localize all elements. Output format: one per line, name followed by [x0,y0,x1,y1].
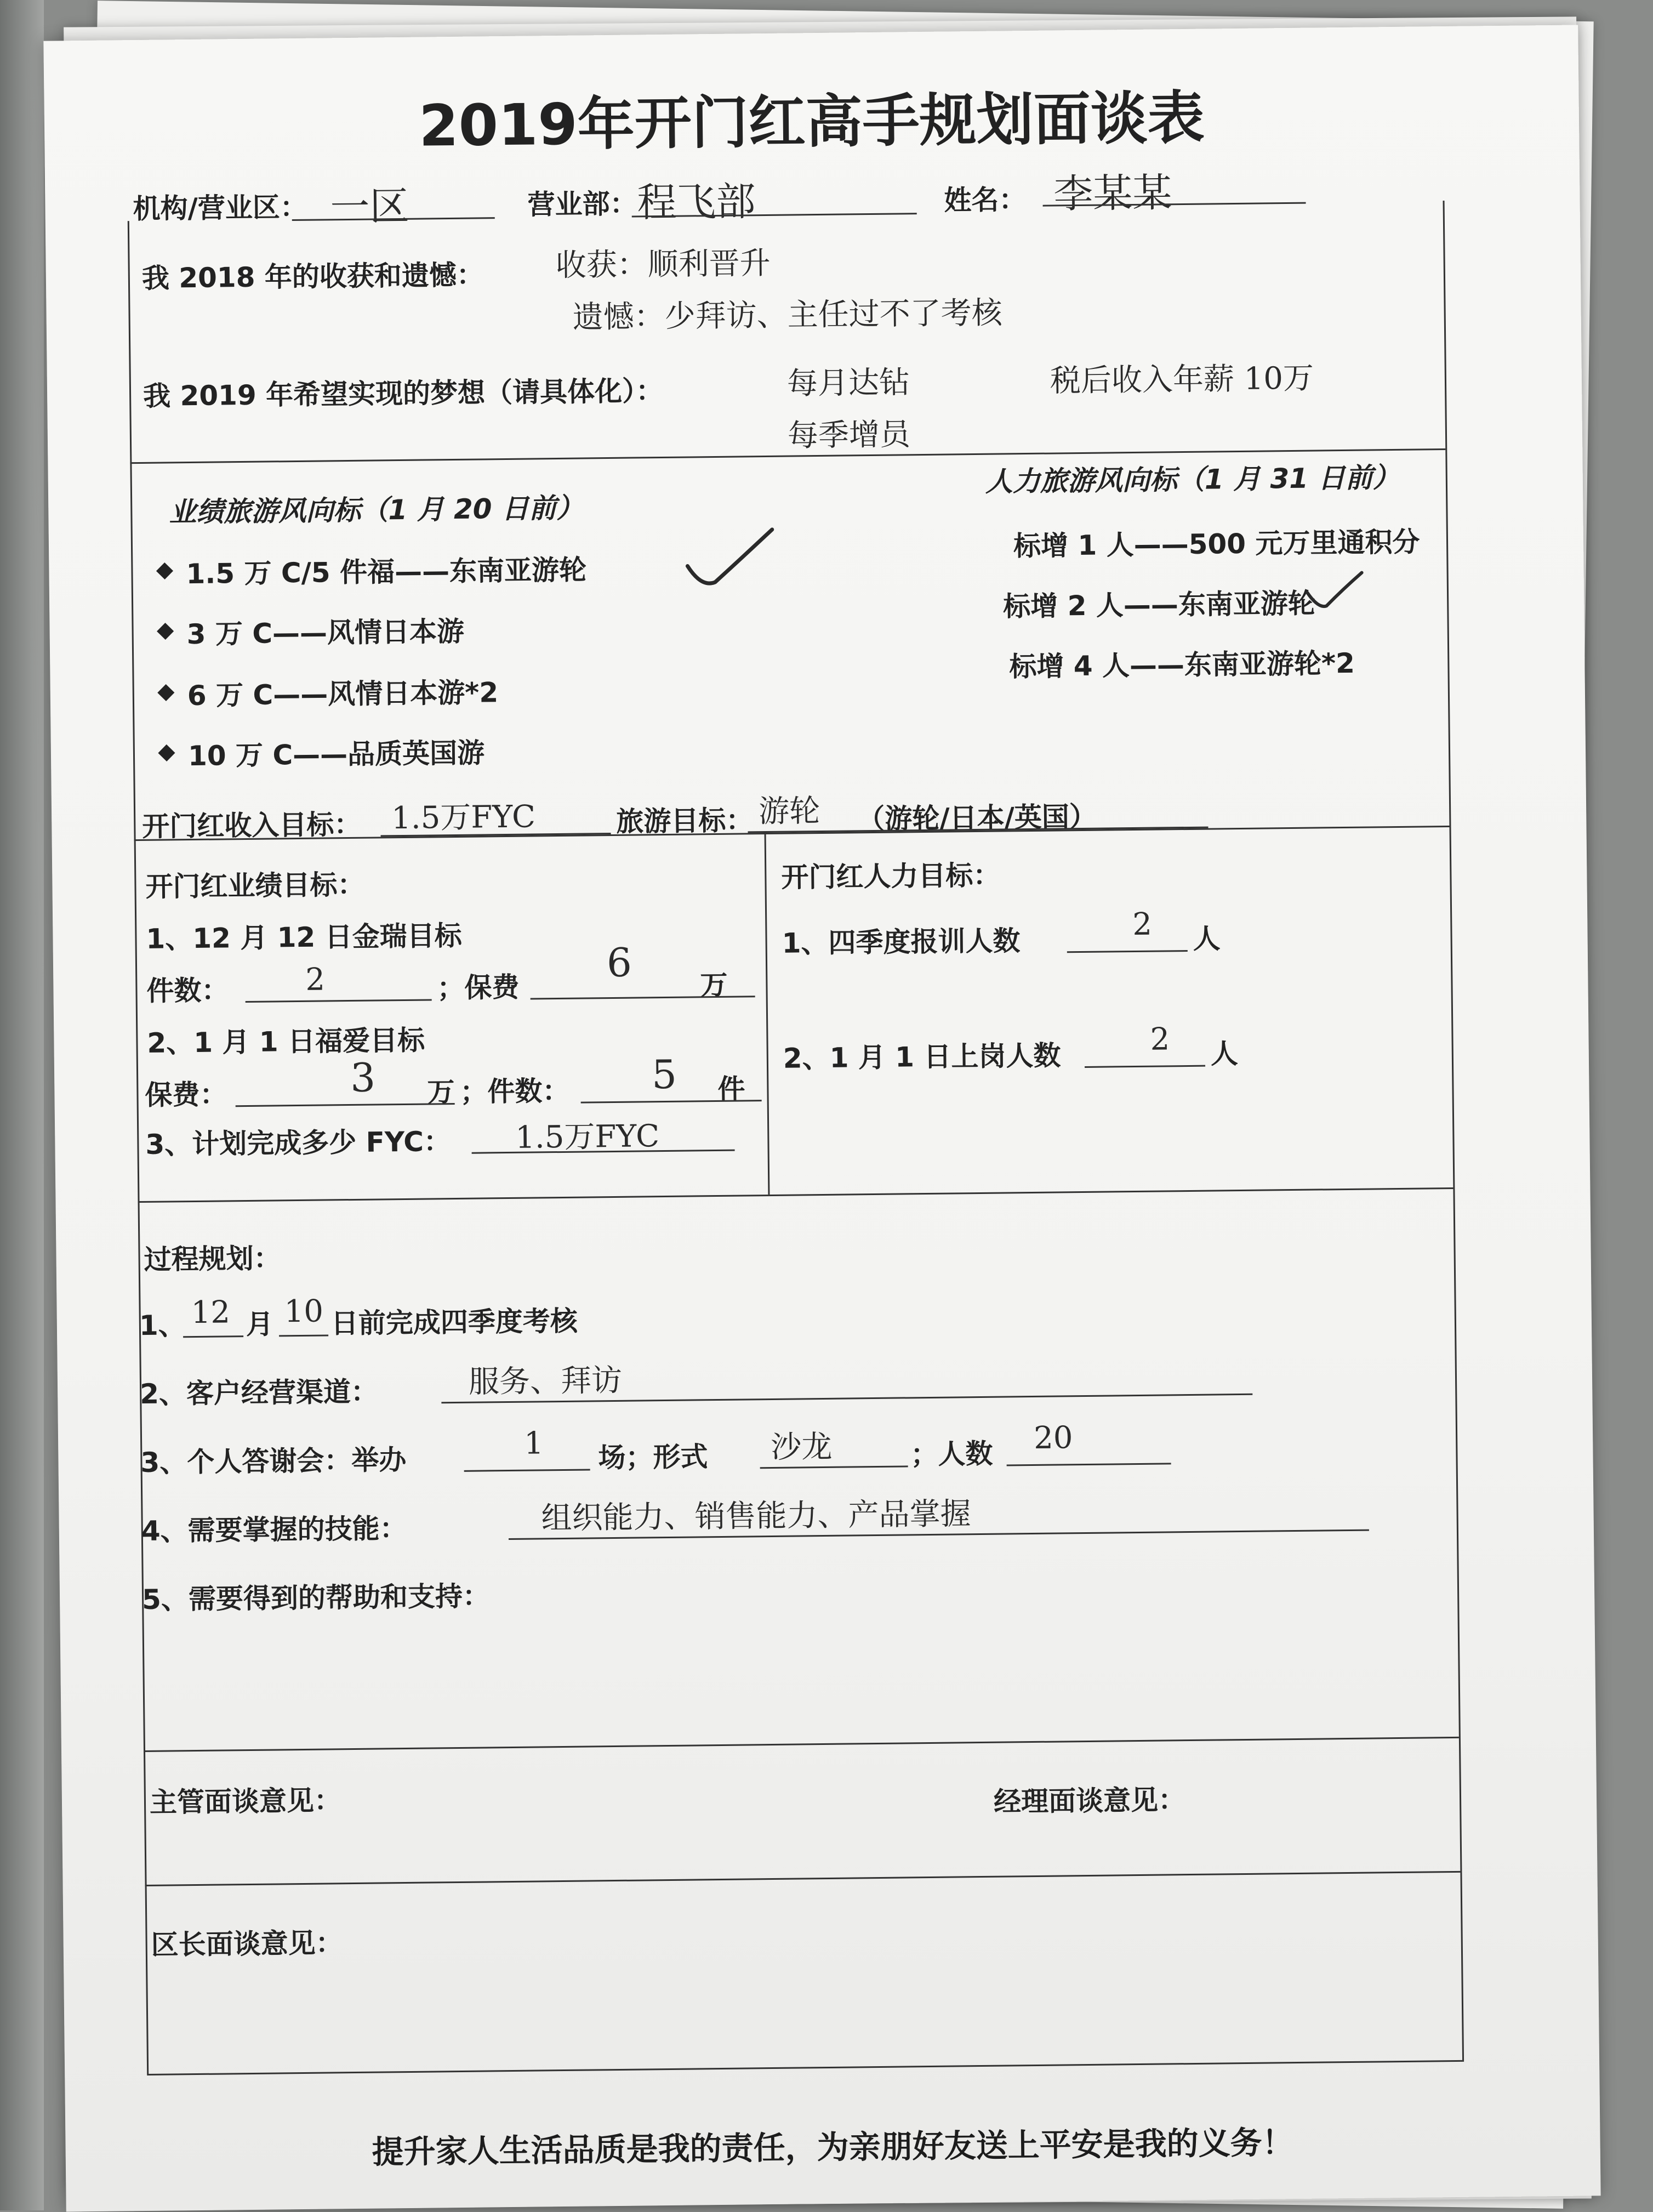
bullet-diamond-icon [156,562,173,579]
process-p1-mid: 月 [246,1308,274,1341]
perf-goal-item2: 2、1 月 1 日福爱目标 [147,1024,425,1059]
travel-target-label: 旅游目标： [616,804,754,838]
process-p3-count[interactable]: 1 [523,1425,544,1462]
manager-comment-label: 经理面谈意见： [993,1784,1186,1818]
perf-travel-item: 1.5 万 C/5 件福——东南亚游轮 [186,554,587,590]
process-p1-prefix: 1、 [139,1309,186,1342]
bullet-diamond-icon [157,684,174,701]
premium2-value[interactable]: 3 [350,1054,376,1101]
process-p2-label: 2、客户经营渠道： [139,1375,379,1411]
perf-travel-heading: 业绩旅游风向标（1 月 20 日前） [169,492,584,528]
premium-value[interactable]: 6 [606,939,632,986]
checkmark-icon [685,527,778,594]
supervisor-comment-label: 主管面谈意见： [149,1784,342,1818]
process-p3-mid2: ；人数 [910,1437,993,1471]
hr-goal-item2-value[interactable]: 2 [1150,1021,1170,1057]
interview-form-page [43,25,1600,2211]
count-label: 件数： [146,974,229,1007]
reflection-label: 我 2018 年的收获和遗憾： [141,259,485,294]
name-value[interactable]: 李某某 [1053,169,1172,217]
perf-travel-item: 6 万 C——风情日本游*2 [187,676,499,712]
hr-goal-item1-value[interactable]: 2 [1132,906,1153,943]
process-p4-value[interactable]: 组织能力、销售能力、产品掌握 [541,1496,971,1537]
frame-right [1443,201,1464,2062]
dream-label: 我 2019 年希望实现的梦想（请具体化）： [142,374,664,412]
checkmark-icon [1304,570,1365,615]
org-value[interactable]: 一区 [330,183,409,230]
p3-count-underline [464,1469,590,1471]
hr-goal-item2: 2、1 月 1 日上岗人数 [783,1039,1061,1074]
hr-goal-heading: 开门红人力目标： [781,859,1001,894]
p3-people-underline [1007,1463,1171,1466]
dept-label: 营业部： [527,187,637,221]
hr-item1-underline [1067,950,1188,953]
dream-line2[interactable]: 每季增员 [787,417,911,454]
perf-goal-item3: 3、计划完成多少 FYC： [145,1125,452,1161]
hr-travel-item: 标增 1 人——500 元万里通积分 [1013,526,1420,562]
frame-bottom [147,2060,1462,2075]
count2-value[interactable]: 5 [651,1051,677,1098]
perf-travel-item: 10 万 C——品质英国游 [187,737,485,772]
row-divider [144,1737,1459,1752]
process-p5-label: 5、需要得到的帮助和支持： [141,1580,491,1616]
desk-background [0,0,44,2210]
premium-label: ；保费 [437,971,520,1004]
process-p2-value[interactable]: 服务、拜访 [468,1362,623,1400]
p1-day-underline [279,1334,328,1337]
hr-travel-heading: 人力旅游风向标（1 月 31 日前） [985,461,1400,498]
process-p3-label: 3、个人答谢会：举办 [140,1443,407,1479]
process-p3-people[interactable]: 20 [1033,1420,1073,1456]
count-underline [246,999,432,1003]
travel-target-value[interactable]: 游轮 [758,793,820,830]
process-p4-label: 4、需要掌握的技能： [141,1512,407,1548]
premium2-label: 保费： [145,1078,227,1111]
comment-divider [145,1871,1461,1886]
income-target-value[interactable]: 1.5万FYC [391,799,536,837]
hr-goal-item1-unit: 人 [1193,923,1221,955]
process-p3-mid: 场；形式 [598,1441,708,1474]
hr-travel-item: 标增 2 人——东南亚游轮 [1002,587,1316,623]
footer-slogan: 提升家人生活品质是我的责任，为亲朋好友送上平安是我的义务！ [372,2124,1294,2171]
premium2-underline [236,1103,455,1107]
count-value[interactable]: 2 [305,962,326,998]
district-comment-label: 区长面谈意见： [151,1927,344,1961]
process-heading: 过程规划： [144,1242,281,1276]
perf-travel-item: 3 万 C——风情日本游 [186,615,465,651]
perf-goal-heading: 开门红业绩目标： [145,868,365,903]
form-title: 2019年开门红高手规划面谈表 [418,84,1205,160]
hr-goal-item1: 1、四季度报训人数 [782,925,1021,959]
travel-target-options: （游轮/日本/英国） [857,800,1097,835]
dream-line3[interactable]: 税后收入年薪 10万 [1050,360,1314,399]
reflection-regret[interactable]: 遗憾：少拜访、主任过不了考核 [572,295,1002,336]
wan-unit: 万 [700,969,728,1002]
process-p1-day[interactable]: 10 [284,1293,324,1330]
jian-unit: 件 [717,1073,745,1105]
wan-unit: 万 [427,1076,455,1108]
process-p3-form[interactable]: 沙龙 [770,1429,833,1466]
dept-value[interactable]: 程飞部 [637,178,756,226]
hr-goal-item2-unit: 人 [1210,1038,1239,1070]
fyc-value[interactable]: 1.5万FYC [515,1118,660,1156]
reflection-gain[interactable]: 收获：顺利晋升 [555,245,771,284]
row-divider [138,1187,1454,1203]
count2-label: ；件数： [460,1074,570,1108]
column-divider [765,833,770,1195]
perf-goal-item1: 1、12 月 12 日金瑞目标 [146,919,462,955]
hr-travel-item: 标增 4 人——东南亚游轮*2 [1009,647,1355,683]
bullet-diamond-icon [157,623,174,640]
bullet-diamond-icon [158,744,175,761]
income-target-label: 开门红收入目标： [142,808,362,843]
name-label: 姓名： [944,184,1027,217]
process-p1-month[interactable]: 12 [191,1294,231,1331]
hr-item2-underline [1085,1065,1205,1068]
process-p1-suffix: 日前完成四季度考核 [330,1305,578,1340]
dream-line1[interactable]: 每月达钻 [786,365,910,402]
p1-month-underline [183,1335,243,1338]
org-label: 机构/营业区： [133,191,308,225]
